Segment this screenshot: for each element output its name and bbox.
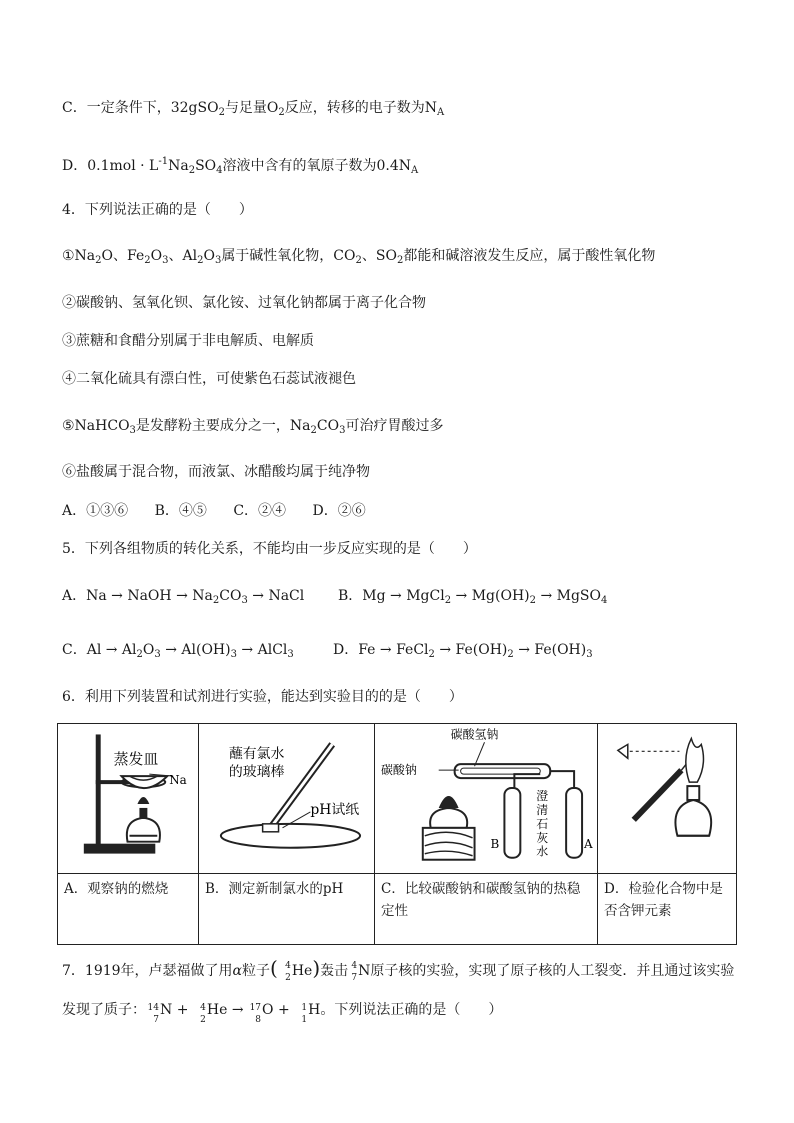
q6-apparatus-table [57,723,737,945]
q4-option-d: D．②⑥ [312,503,366,519]
alcohol-lamp [127,818,160,842]
q4-statement-6: ⑥盐酸属于混合物，而液氯、冰醋酸均属于纯净物 [62,464,370,480]
q4-options [62,501,388,521]
limewater-label-2: 清 [536,802,549,817]
q3-option-c: C．一定条件下，32gSO$_2$与足量$O_2$反应，转移的电子数为$N_A$ [62,100,445,118]
q4-statement-3: ③蔗糖和食醋分别属于非电解质、电解质 [62,333,314,349]
nahco3-label: 碳酸氢钠 [450,727,499,742]
q4-option-a: A．①③⑥ [62,503,129,519]
nuclear-equation [146,1002,321,1025]
tube-a-label: A [584,836,593,851]
nuclide-numbers: 17 8 [249,1003,262,1025]
q6-stem: 6．利用下列装置和试剂进行实验，能达到实验目的的是（ ） [62,689,463,705]
q4-statement-5: ⑤NaHCO$_3$是发酵粉主要成分之一，$Na_2CO_3$可治疗胃酸过多 [62,418,444,436]
sodium-combustion-figure [58,724,198,872]
he-nuclide-paren: ( [270,956,278,980]
tube-b-label: B [490,836,500,851]
limewater-label-1: 澄 [536,788,549,803]
iron-stand-rod [96,734,101,845]
nuclide-numbers: 1 1 [301,1003,308,1025]
q5-option-a: A．Na → NaOH → $Na_2CO_3$ → NaCl [62,588,305,606]
caption-a: A．观察钠的燃烧 [58,874,199,945]
rod-label-line1: 蘸有氯水 [228,746,285,763]
nuclide-symbol: He [206,1002,228,1018]
test-tube-a [566,788,582,858]
q3-option-d: D．$0.1mol \cdot L^{-1}Na_2SO_4$溶液中含有的氧原子数为$0.4N_A$ [62,156,419,176]
q4-option-b: B．④⑤ [154,503,207,519]
nuclide-numbers: 14 7 [147,1003,159,1025]
alcohol-lamp-c [430,808,467,828]
flame [137,797,149,804]
watch-glass [221,824,360,848]
platinum-wire-holder [634,770,682,820]
burner-flame [439,796,459,808]
caption-b: B．测定新制氯水的pH [199,874,375,945]
figure-a-cell [58,724,199,874]
limewater-label-5: 水 [536,844,549,859]
figure-d-cell [598,724,737,874]
thermal-stability-figure [375,724,597,872]
alpha-symbol: α [232,963,243,979]
figure-b-cell [199,724,375,874]
nuclide-numbers: 4 2 [200,1003,206,1025]
dish-label: 蒸发皿 [113,750,159,769]
nuclide-symbol: H [308,1002,321,1018]
q4-statement-4: ④二氧化硫具有漂白性，可使紫色石蕊试液褪色 [62,371,356,387]
limewater-label-4: 灰 [536,830,549,845]
iron-stand-base [84,844,155,854]
q7-line-1: 7．1919年，卢瑟福做了用α粒子( 4 2 He)轰击 4 7 N原子核的实验，实现了原子核的人工裂变．并且通过该实验 [62,956,735,983]
nuclide-symbol: N [160,1002,173,1018]
caption-c: C．比较碳酸钠和碳酸氢钠的热稳定性 [375,874,598,945]
q4-statement-1: $①Na_2O$、$Fe_2O_3$、$Al_2O_3$属于碱性氧化物，$CO_2$、$SO_2$都能和碱溶液发生反应，属于酸性氧化物 [62,248,656,266]
flame-d [686,738,704,782]
ph-paper-label: pH试纸 [310,801,360,818]
alcohol-lamp-d [675,800,711,836]
q7-line-2: 发现了质子： 14 7 N + 4 2 He → 17 8 O + 1 1 H。下列说法正确的是（ ） [62,1002,503,1025]
ph-test-figure [199,724,374,872]
equation-operator: + [273,1002,295,1018]
equation-operator: → [227,1002,249,1018]
na2co3-label: 碳酸钠 [380,763,417,778]
test-tube-b [504,788,520,858]
q5-option-c: C．$Al \to Al_2O_3 \to Al(OH)_3$ → AlCl$_3$ [62,642,294,660]
cobalt-glass-eye [618,744,628,758]
q4-statement-2: ②碳酸钠、氢氧化钡、氯化铵、过氧化钠都属于离子化合物 [62,295,426,311]
lamp-wick-holder [139,808,147,818]
limewater-label-3: 石 [536,816,549,831]
q5-option-d: D．Fe → FeCl$_2$ → $Fe(OH)_2 \to Fe(OH)_3$ [333,642,593,660]
equation-operator: + [172,1002,193,1018]
q4-option-c: C．②④ [233,503,287,519]
q5-option-b: B．Mg → MgCl$_2$ → $Mg(OH)_2$ → MgSO$_4$ [338,588,608,606]
nuclide-symbol: O [262,1002,274,1018]
q4-stem: 4．下列说法正确的是（ ） [62,202,253,218]
ph-paper [263,824,279,832]
figure-c-cell [375,724,598,874]
rod-label-line2: 的玻璃棒 [228,764,285,781]
caption-d: D．检验化合物中是否含钾元素 [598,874,737,945]
flame-test-figure [598,724,736,872]
na-label: Na [169,773,187,788]
q5-stem: 5．下列各组物质的转化关系，不能均由一步反应实现的是（ ） [62,541,477,557]
